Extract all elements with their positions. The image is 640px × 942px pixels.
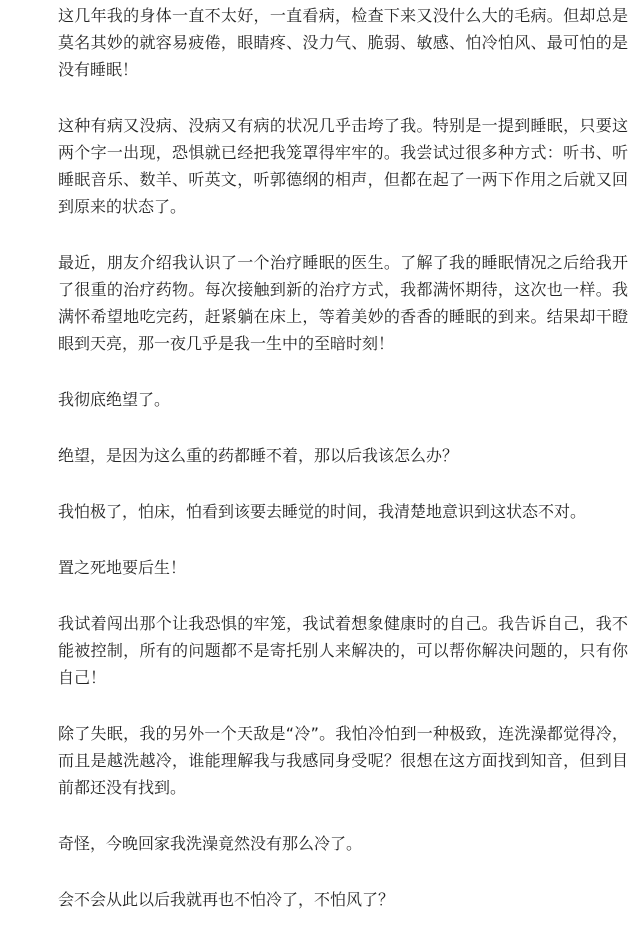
paragraph: 我怕极了，怕床，怕看到该要去睡觉的时间，我清楚地意识到这状态不对。 xyxy=(58,502,587,521)
article-body xyxy=(58,2,628,942)
paragraph: 奇怪，今晚回家我洗澡竟然没有那么冷了。 xyxy=(58,834,363,853)
paragraph: 最近，朋友介绍我认识了一个治疗睡眠的医生。了解了我的睡眠情况之后给我开了很重的治疗药物。每次接触到新的治疗方式，我都满怀期待，这次也一样。我满怀希望地吃完药，赶紧躺在床上，等着美妙的香香的睡眠的到来。结果却干瞪眼到天亮，那一夜几乎是我一生中的至暗时刻！ xyxy=(58,253,628,353)
paragraph: 置之死地要后生！ xyxy=(58,558,187,577)
paragraph: 这几年我的身体一直不太好，一直看病，检查下来又没什么大的毛病。但却总是莫名其妙的就容易疲倦，眼睛疼、没力气、脆弱、敏感、怕冷怕风、最可怕的是没有睡眠！ xyxy=(58,6,628,79)
paragraph: 会不会从此以后我就再也不怕冷了，不怕风了？ xyxy=(58,890,395,909)
paragraph: 这种有病又没病、没病又有病的状况几乎击垮了我。特别是一提到睡眠，只要这两个字一出现，恐惧就已经把我笼罩得牢牢的。我尝试过很多种方式：听书、听睡眠音乐、数羊、听英文，听郭德纲的相声，但都在起了一两下作用之后就又回到原来的状态了。 xyxy=(58,116,628,216)
paragraph: 绝望，是因为这么重的药都睡不着，那以后我该怎么办？ xyxy=(58,446,459,465)
paragraph: 我试着闯出那个让我恐惧的牢笼，我试着想象健康时的自己。我告诉自己，我不能被控制，所有的问题都不是寄托别人来解决的，可以帮你解决问题的，只有你自己！ xyxy=(58,614,628,687)
paragraph: 我彻底绝望了。 xyxy=(58,390,171,409)
paragraph: 除了失眠，我的另外一个天敌是“冷”。我怕冷怕到一种极致，连洗澡都觉得冷，而且是越洗越冷，谁能理解我与我感同身受呢？很想在这方面找到知音，但到目前都还没有找到。 xyxy=(58,724,628,797)
